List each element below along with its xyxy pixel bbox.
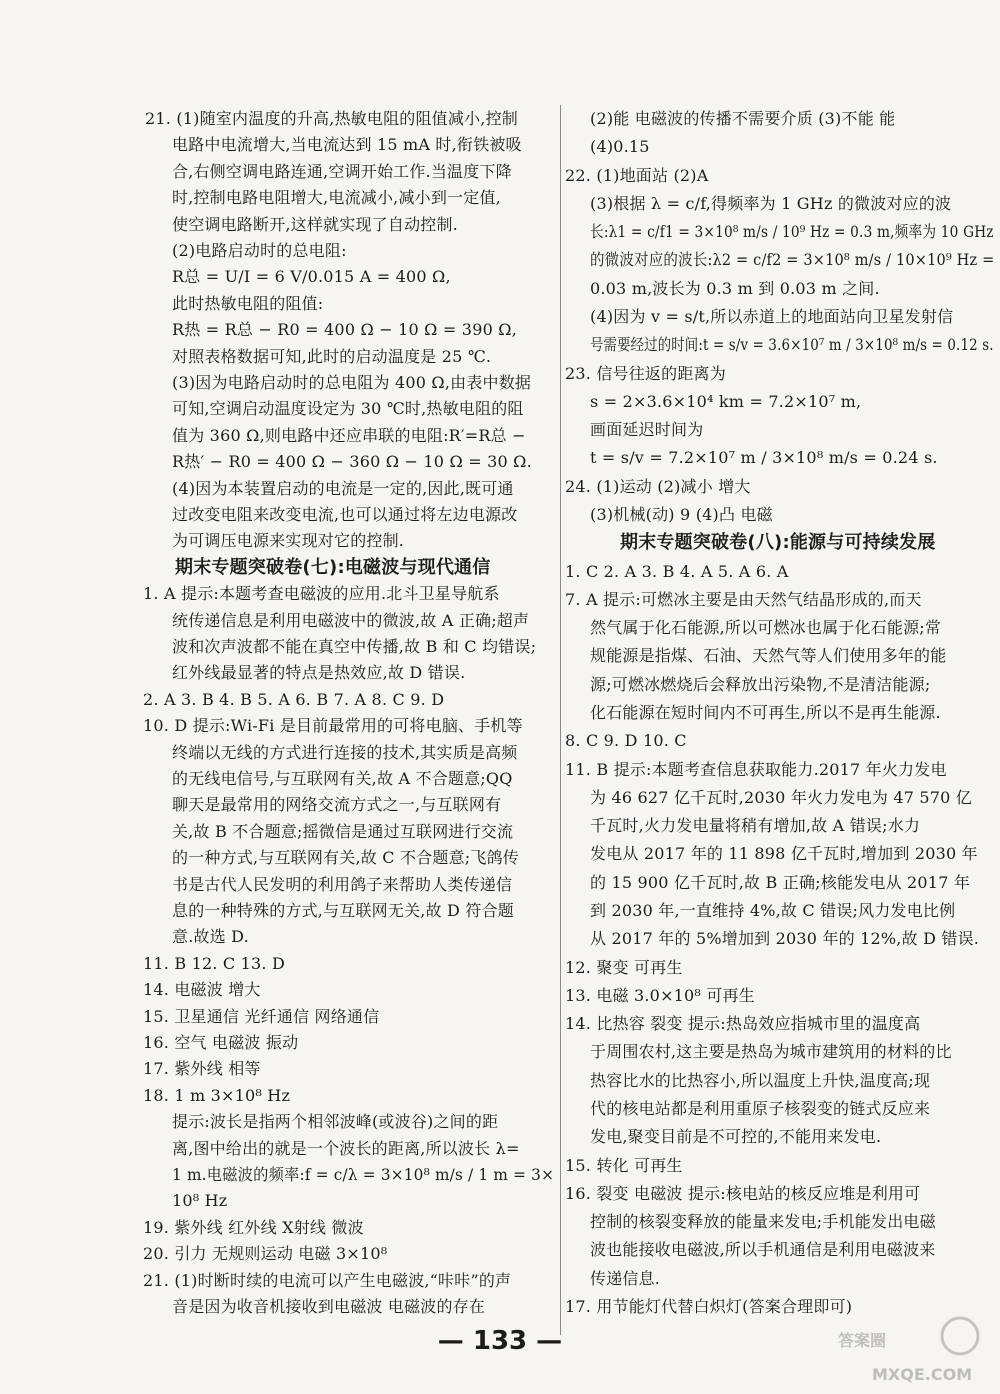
text-line: 时,控制电路电阻增大,电流减小,减小到一定值, <box>172 188 501 207</box>
text-line: 为可调压电源来实现对它的控制. <box>172 531 405 550</box>
text-line: (3)根据 λ = c/f,得频率为 1 GHz 的微波对应的波 <box>590 194 952 213</box>
text-line: 发电从 2017 年的 11 898 亿千瓦时,增加到 2030 年 <box>590 844 978 863</box>
text-line: 统传递信息是利用电磁波中的微波,故 A 正确;超声 <box>172 611 530 630</box>
text-line: 15. 卫星通信 光纤通信 网络通信 <box>143 1007 380 1026</box>
text-line: 波也能接收电磁波,所以手机通信是利用电磁波来 <box>590 1240 936 1259</box>
text-line: 控制的核裂变释放的能量来发电;手机能发出电磁 <box>590 1212 936 1231</box>
text-line: 21. (1)随室内温度的升高,热敏电阻的阻值减小,控制 <box>145 109 518 128</box>
text-line: 终端以无线的方式进行连接的技术,其实质是高频 <box>172 743 518 762</box>
text-line: s = 2×3.6×10⁴ km = 7.2×10⁷ m, <box>590 392 862 411</box>
text-line: 24. (1)运动 (2)减小 增大 <box>565 477 751 496</box>
text-line: 1. C 2. A 3. B 4. A 5. A 6. A <box>565 562 789 581</box>
text-line: 源;可燃冰燃烧后会释放出污染物,不是清洁能源; <box>590 675 931 694</box>
text-line: R热′ − R0 = 400 Ω − 360 Ω − 10 Ω = 30 Ω. <box>172 452 532 471</box>
text-line: (2)电路启动时的总电阻: <box>172 241 347 260</box>
text-line: (4)因为本装置启动的电流是一定的,因此,既可通 <box>172 479 514 498</box>
text-line: 14. 电磁波 增大 <box>143 980 261 999</box>
text-line: 18. 1 m 3×10⁸ Hz <box>143 1086 291 1105</box>
text-line: 号需要经过的时间:t = s/v = 3.6×10⁷ m / 3×10⁸ m/s = 0.12 s. <box>590 335 994 354</box>
text-line: 电路中电流增大,当电流达到 15 mA 时,衔铁被吸 <box>172 135 522 154</box>
text-line: 规能源是指煤、石油、天然气等人们使用多年的能 <box>590 646 947 665</box>
text-line: 热容比水的比热容小,所以温度上升快,温度高;现 <box>590 1071 931 1090</box>
text-line: 然气属于化石能源,所以可燃冰也属于化石能源;常 <box>590 618 942 637</box>
text-line: 8. C 9. D 10. C <box>565 731 687 750</box>
text-line: 10. D 提示:Wi-Fi 是目前最常用的可将电脑、手机等 <box>143 716 523 735</box>
text-line: (4)因为 v = s/t,所以赤道上的地面站向卫星发射信 <box>590 307 954 326</box>
column-divider <box>560 105 561 1335</box>
text-line: 为 46 627 亿千瓦时,2030 年火力发电为 47 570 亿 <box>590 788 973 807</box>
text-line: t = s/v = 7.2×10⁷ m / 3×10⁸ m/s = 0.24 s. <box>590 448 938 467</box>
text-line: 的一种方式,与互联网有关,故 C 不合题意;飞鸽传 <box>172 848 519 867</box>
watermark-url: MXQE.COM <box>872 1365 973 1384</box>
text-line: 11. B 12. C 13. D <box>143 954 285 973</box>
text-line: 14. 比热容 裂变 提示:热岛效应指城市里的温度高 <box>565 1014 921 1033</box>
text-line: 2. A 3. B 4. B 5. A 6. B 7. A 8. C 9. D <box>143 690 445 709</box>
text-line: 合,右侧空调电路连通,空调开始工作.当温度下降 <box>172 162 512 181</box>
text-line: 长:λ1 = c/f1 = 3×10⁸ m/s / 10⁹ Hz = 0.3 m,频率为 10 GHz <box>590 222 994 241</box>
text-line: 从 2017 年的 5%增加到 2030 年的 12%,故 D 错误. <box>590 929 980 948</box>
section-heading: 期末专题突破卷(七):电磁波与现代通信 <box>175 557 491 578</box>
text-line: 代的核电站都是利用重原子核裂变的链式反应来 <box>590 1099 931 1118</box>
text-line: 离,图中给出的就是一个波长的距离,所以波长 λ= <box>172 1139 520 1158</box>
text-line: 17. 紫外线 相等 <box>143 1059 261 1078</box>
text-line: 传递信息. <box>590 1269 661 1288</box>
text-line: 书是古代人民发明的利用鸽子来帮助人类传递信 <box>172 875 513 894</box>
text-line: 到 2030 年,一直维持 4%,故 C 错误;风力发电比例 <box>590 901 956 920</box>
page-number: — 133 — <box>437 1326 563 1356</box>
text-line: 17. 用节能灯代替白炽灯(答案合理即可) <box>565 1297 853 1316</box>
text-line: 发电,聚变目前是不可控的,不能用来发电. <box>590 1127 882 1146</box>
text-line: 化石能源在短时间内不可再生,所以不是再生能源. <box>590 703 941 722</box>
text-line: 红外线最显著的特点是热效应,故 D 错误. <box>172 663 466 682</box>
text-line: 1 m.电磁波的频率:f = c/λ = 3×10⁸ m/s / 1 m = 3× <box>172 1165 555 1184</box>
text-line: R热 = R总 − R0 = 400 Ω − 10 Ω = 390 Ω, <box>172 320 517 339</box>
text-line: (2)能 电磁波的传播不需要介质 (3)不能 能 <box>590 109 896 128</box>
text-line: 可知,空调启动温度设定为 30 ℃时,热敏电阻的阻 <box>172 399 524 418</box>
text-line: 1. A 提示:本题考查电磁波的应用.北斗卫星导航系 <box>143 584 500 603</box>
text-line: 13. 电磁 3.0×10⁸ 可再生 <box>565 986 755 1005</box>
text-line: 提示:波长是指两个相邻波峰(或波谷)之间的距 <box>172 1112 499 1131</box>
text-line: 22. (1)地面站 (2)A <box>565 166 709 185</box>
text-line: 意.故选 D. <box>172 927 249 946</box>
watermark-logo <box>832 1310 982 1390</box>
text-line: 0.03 m,波长为 0.3 m 到 0.03 m 之间. <box>590 279 880 298</box>
text-line: 于周围农村,这主要是热岛为城市建筑用的材料的比 <box>590 1042 952 1061</box>
text-line: 16. 空气 电磁波 振动 <box>143 1033 299 1052</box>
text-line: 此时热敏电阻的阻值: <box>172 294 324 313</box>
text-line: 音是因为收音机接收到电磁波 电磁波的存在 <box>172 1297 486 1316</box>
section-heading: 期末专题突破卷(八):能源与可持续发展 <box>620 532 936 553</box>
text-line: 画面延迟时间为 <box>590 420 704 439</box>
text-line: 聊天是最常用的网络交流方式之一,与互联网有 <box>172 795 502 814</box>
text-line: 11. B 提示:本题考查信息获取能力.2017 年火力发电 <box>565 760 947 779</box>
text-line: 的无线电信号,与互联网有关,故 A 不合题意;QQ <box>172 769 513 788</box>
text-line: 10⁸ Hz <box>172 1191 228 1210</box>
text-line: 16. 裂变 电磁波 提示:核电站的核反应堆是利用可 <box>565 1184 921 1203</box>
text-line: 的微波对应的波长:λ2 = c/f2 = 3×10⁸ m/s / 10×10⁹ Hz = <box>590 250 995 269</box>
text-line: 值为 360 Ω,则电路中还应串联的电阻:R′=R总 − <box>172 426 526 445</box>
text-line: 千瓦时,火力发电量将稍有增加,故 A 错误;水力 <box>590 816 921 835</box>
text-line: 的 15 900 亿千瓦时,故 B 正确;核能发电从 2017 年 <box>590 873 971 892</box>
text-line: 23. 信号往返的距离为 <box>565 364 726 383</box>
text-line: 关,故 B 不合题意;摇微信是通过互联网进行交流 <box>172 822 514 841</box>
text-line: 12. 聚变 可再生 <box>565 958 683 977</box>
text-line: 20. 引力 无规则运动 电磁 3×10⁸ <box>143 1244 388 1263</box>
text-line: 19. 紫外线 红外线 X射线 微波 <box>143 1218 364 1237</box>
text-line: 息的一种特殊的方式,与互联网无关,故 D 符合题 <box>172 901 514 920</box>
text-line: 过改变电阻来改变电流,也可以通过将左边电源改 <box>172 505 518 524</box>
text-line: (3)因为电路启动时的总电阻为 400 Ω,由表中数据 <box>172 373 532 392</box>
text-line: 波和次声波都不能在真空中传播,故 B 和 C 均错误; <box>172 637 537 656</box>
watermark-text: 答案圈 <box>838 1331 887 1350</box>
text-line: R总 = U/I = 6 V/0.015 A = 400 Ω, <box>172 267 451 286</box>
text-line: 21. (1)时断时续的电流可以产生电磁波,“咔咔”的声 <box>143 1271 512 1290</box>
text-line: 使空调电路断开,这样就实现了自动控制. <box>172 215 458 234</box>
text-line: 7. A 提示:可燃冰主要是由天然气结晶形成的,而天 <box>565 590 922 609</box>
text-line: (3)机械(动) 9 (4)凸 电磁 <box>590 505 773 524</box>
text-line: (4)0.15 <box>590 137 650 156</box>
text-line: 对照表格数据可知,此时的启动温度是 25 ℃. <box>172 347 492 366</box>
text-line: 15. 转化 可再生 <box>565 1156 683 1175</box>
